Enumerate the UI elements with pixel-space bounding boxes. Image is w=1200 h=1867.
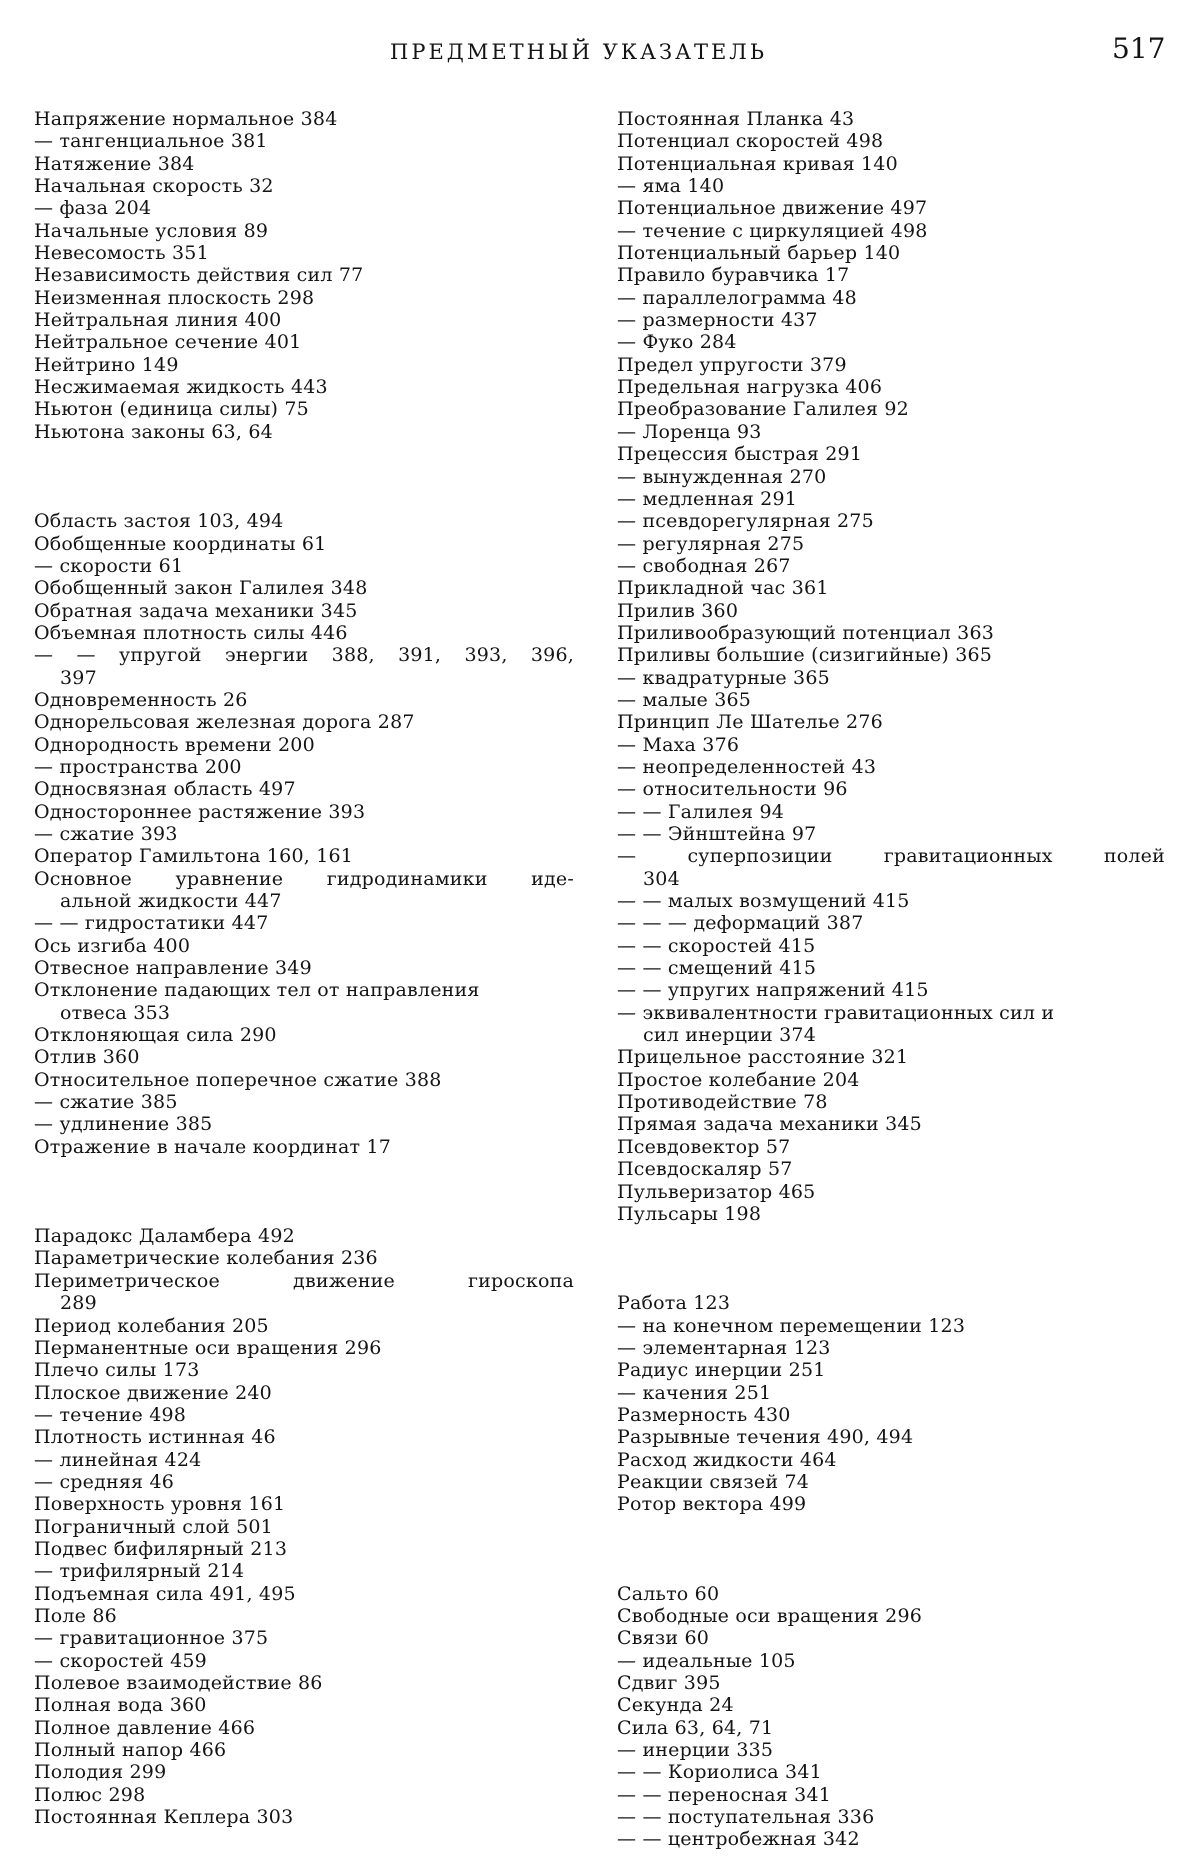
- index-entry: Постоянная Кеплера 303: [34, 1806, 294, 1829]
- index-entry: Поле 86: [34, 1604, 117, 1627]
- index-entry: — сжатие 393: [34, 822, 178, 845]
- index-entry: Полюс 298: [34, 1783, 146, 1806]
- index-entry: Потенциал скоростей 498: [617, 130, 884, 153]
- index-entry: Однорельсовая железная дорога 287: [34, 711, 415, 734]
- index-entry: Приливы большие (сизигийные) 365: [617, 644, 993, 667]
- index-entry: — идеальные 105: [617, 1649, 796, 1672]
- index-entry: — на конечном перемещении 123: [617, 1314, 966, 1337]
- index-entry: — — центробежная 342: [617, 1828, 860, 1851]
- index-entry: Приливообразующий потенциал 363: [617, 621, 995, 644]
- index-entry: Нейтрино 149: [34, 353, 179, 376]
- index-entry: Напряжение нормальное 384: [34, 108, 338, 130]
- index-entry: Начальная скорость 32: [34, 175, 274, 198]
- index-entry: Пульверизатор 465: [617, 1180, 816, 1203]
- index-entry: Предельная нагрузка 406: [617, 376, 883, 399]
- index-entry: — параллелограмма 48: [617, 286, 857, 309]
- index-entry-continuation: альной жидкости 447: [60, 890, 282, 912]
- index-entry: Простое колебание 204: [617, 1068, 860, 1091]
- index-entry: Основное уравнение гидродинамики иде-: [34, 867, 574, 890]
- index-entry: Радиус инерции 251: [617, 1359, 826, 1382]
- index-entry: Параметрические колебания 236: [34, 1247, 378, 1270]
- index-entry: — — гидростатики 447: [34, 912, 269, 935]
- index-entry: — регулярная 275: [617, 532, 805, 555]
- index-entry: Полодия 299: [34, 1761, 167, 1784]
- index-entry: Отлив 360: [34, 1046, 140, 1069]
- index-entry: — относительности 96: [617, 778, 848, 801]
- index-entry: Подвес бифилярный 213: [34, 1537, 288, 1560]
- index-entry: — качения 251: [617, 1381, 772, 1404]
- index-entry: Независимость действия сил 77: [34, 264, 364, 287]
- index-entry: — суперпозиции гравитационных полей: [617, 845, 1165, 868]
- index-entry: Ось изгиба 400: [34, 934, 191, 957]
- index-entry: Одновременность 26: [34, 688, 248, 711]
- page-number: 517: [1112, 32, 1166, 65]
- index-entry: Секунда 24: [617, 1694, 734, 1717]
- index-entry: Нейтральное сечение 401: [34, 331, 302, 354]
- index-entry: — — Галилея 94: [617, 800, 785, 823]
- index-entry-continuation: отвеса 353: [60, 1001, 171, 1024]
- index-entry: Неизменная плоскость 298: [34, 286, 315, 309]
- index-entry: Полное давление 466: [34, 1716, 256, 1739]
- index-entry: Противодействие 78: [617, 1091, 828, 1114]
- index-entry: — малые 365: [617, 688, 752, 711]
- index-entry: — псевдорегулярная 275: [617, 510, 874, 533]
- index-entry: — течение 498: [34, 1403, 187, 1426]
- page-title: ПРЕДМЕТНЫЙ УКАЗАТЕЛЬ: [390, 40, 767, 64]
- index-entry: — — переносная 341: [617, 1783, 832, 1806]
- index-entry: — гравитационное 375: [34, 1627, 269, 1650]
- index-entry: Расход жидкости 464: [617, 1448, 837, 1471]
- index-entry: — фаза 204: [34, 197, 152, 220]
- index-entry: Ньютон (единица силы) 75: [34, 398, 309, 421]
- index-entry: Связи 60: [617, 1627, 710, 1650]
- index-entry: — течение с циркуляцией 498: [617, 219, 928, 242]
- index-entry: Оператор Гамильтона 160, 161: [34, 845, 354, 868]
- index-entry: — скоростей 459: [34, 1649, 207, 1672]
- index-entry: Потенциальная кривая 140: [617, 152, 898, 175]
- index-entry: Потенциальный барьер 140: [617, 242, 901, 265]
- index-entry: Плотность истинная 46: [34, 1426, 276, 1449]
- index-entry-continuation: сил инерции 374: [643, 1024, 816, 1047]
- index-entry: Плоское движение 240: [34, 1381, 272, 1404]
- index-entry: — медленная 291: [617, 487, 798, 510]
- index-entry-continuation: 304: [643, 867, 680, 890]
- index-entry: — — скоростей 415: [617, 934, 816, 957]
- index-entry: — Лоренца 93: [617, 420, 762, 443]
- index-entry-continuation: 289: [60, 1292, 97, 1315]
- index-entry: Отражение в начале координат 17: [34, 1135, 392, 1158]
- index-entry: Псевдоскаляр 57: [617, 1158, 793, 1181]
- index-entry: Отклонение падающих тел от направления: [34, 979, 480, 1002]
- index-entry: Прилив 360: [617, 599, 739, 622]
- index-entry: Периметрическое движение гироскопа: [34, 1269, 574, 1292]
- index-column-right: [617, 108, 1165, 1851]
- index-entry: Полная вода 360: [34, 1694, 207, 1717]
- index-entry: Прецессия быстрая 291: [617, 443, 863, 466]
- index-entry: Работа 123: [617, 1292, 731, 1315]
- index-entry: Прямая задача механики 345: [617, 1113, 922, 1136]
- index-entry: Обратная задача механики 345: [34, 599, 358, 622]
- index-entry: — скорости 61: [34, 554, 184, 577]
- section-gap: [34, 1158, 574, 1225]
- index-entry: Реакции связей 74: [617, 1470, 810, 1493]
- index-entry: — — смещений 415: [617, 957, 817, 980]
- index-entry: Невесомость 351: [34, 242, 209, 265]
- index-column-left: [34, 108, 574, 1828]
- index-entry: — размерности 437: [617, 309, 818, 332]
- index-entry: Относительное поперечное сжатие 388: [34, 1068, 442, 1091]
- index-entry: Потенциальное движение 497: [617, 197, 928, 220]
- index-entry: Сила 63, 64, 71: [617, 1716, 774, 1739]
- index-entry: — элементарная 123: [617, 1336, 831, 1359]
- index-entry: — средняя 46: [34, 1470, 175, 1493]
- index-entry: — — Эйнштейна 97: [617, 823, 817, 845]
- index-entry: Период колебания 205: [34, 1314, 269, 1337]
- index-entry: — — — деформаций 387: [617, 912, 864, 935]
- index-entry: — неопределенностей 43: [617, 755, 877, 778]
- index-entry: Перманентные оси вращения 296: [34, 1336, 382, 1359]
- index-entry: Односвязная область 497: [34, 778, 296, 801]
- index-entry: — — малых возмущений 415: [617, 890, 910, 913]
- index-entry: Одностороннее растяжение 393: [34, 800, 366, 823]
- index-entry: — свободная 267: [617, 554, 791, 577]
- index-entry: Обобщенные координаты 61: [34, 532, 327, 555]
- index-entry: Преобразование Галилея 92: [617, 398, 909, 421]
- index-entry: Несжимаемая жидкость 443: [34, 376, 328, 399]
- index-entry: — — упругой энергии 388, 391, 393, 396,: [34, 644, 574, 667]
- index-entry: Постоянная Планка 43: [617, 108, 855, 130]
- index-entry: Пульсары 198: [617, 1202, 762, 1225]
- index-entry: — сжатие 385: [34, 1091, 178, 1114]
- index-entry: Прицельное расстояние 321: [617, 1046, 909, 1069]
- section-gap: [617, 1516, 1165, 1583]
- index-entry: Сальто 60: [617, 1582, 720, 1605]
- index-entry: — — поступательная 336: [617, 1806, 875, 1829]
- index-entry: Правило буравчика 17: [617, 264, 850, 287]
- index-entry: Область застоя 103, 494: [34, 510, 284, 533]
- index-entry-continuation: 397: [60, 666, 97, 689]
- index-entry: Однородность времени 200: [34, 733, 315, 756]
- index-entry: Сдвиг 395: [617, 1672, 721, 1694]
- index-entry: Подъемная сила 491, 495: [34, 1582, 296, 1605]
- section-gap: [34, 443, 574, 510]
- index-entry: — — Кориолиса 341: [617, 1761, 822, 1784]
- index-entry: — — упругих напряжений 415: [617, 979, 929, 1002]
- index-entry: Обобщенный закон Галилея 348: [34, 577, 368, 600]
- index-entry: Поверхность уровня 161: [34, 1493, 286, 1516]
- index-entry: Полевое взаимодействие 86: [34, 1672, 323, 1694]
- index-entry: Начальные условия 89: [34, 219, 269, 242]
- index-entry: — удлинение 385: [34, 1113, 213, 1136]
- section-gap: [617, 1225, 1165, 1292]
- index-entry: — инерции 335: [617, 1739, 774, 1762]
- index-entry: — вынужденная 270: [617, 465, 827, 488]
- index-entry: Размерность 430: [617, 1403, 791, 1426]
- index-entry: — тангенциальное 381: [34, 130, 268, 153]
- index-entry: Ротор вектора 499: [617, 1493, 807, 1516]
- index-entry: Пограничный слой 501: [34, 1515, 273, 1538]
- index-entry: Объемная плотность силы 446: [34, 621, 348, 644]
- index-entry: — пространства 200: [34, 755, 242, 778]
- index-entry: — трифилярный 214: [34, 1560, 245, 1583]
- index-entry: — яма 140: [617, 175, 725, 198]
- index-entry: — эквивалентности гравитационных сил и: [617, 1001, 1055, 1024]
- index-entry: Предел упругости 379: [617, 353, 847, 376]
- index-entry: Нейтральная линия 400: [34, 309, 282, 332]
- index-entry: — квадратурные 365: [617, 666, 830, 689]
- index-entry: Свободные оси вращения 296: [617, 1604, 923, 1627]
- index-entry: Отклоняющая сила 290: [34, 1024, 277, 1047]
- index-entry: Разрывные течения 490, 494: [617, 1426, 914, 1449]
- index-entry: — Фуко 284: [617, 331, 737, 354]
- index-entry: Прикладной час 361: [617, 577, 829, 600]
- index-entry: Ньютона законы 63, 64: [34, 420, 273, 443]
- index-entry: Отвесное направление 349: [34, 957, 312, 980]
- index-entry: Полный напор 466: [34, 1739, 227, 1762]
- index-entry: Парадокс Даламбера 492: [34, 1225, 295, 1248]
- index-entry: — линейная 424: [34, 1448, 202, 1471]
- index-entry: Натяжение 384: [34, 152, 195, 175]
- index-entry: Псевдовектор 57: [617, 1135, 791, 1158]
- index-entry: — Маха 376: [617, 733, 740, 756]
- index-entry: Принцип Ле Шателье 276: [617, 711, 883, 734]
- page-header: [0, 28, 1200, 68]
- index-entry: Плечо силы 173: [34, 1359, 200, 1382]
